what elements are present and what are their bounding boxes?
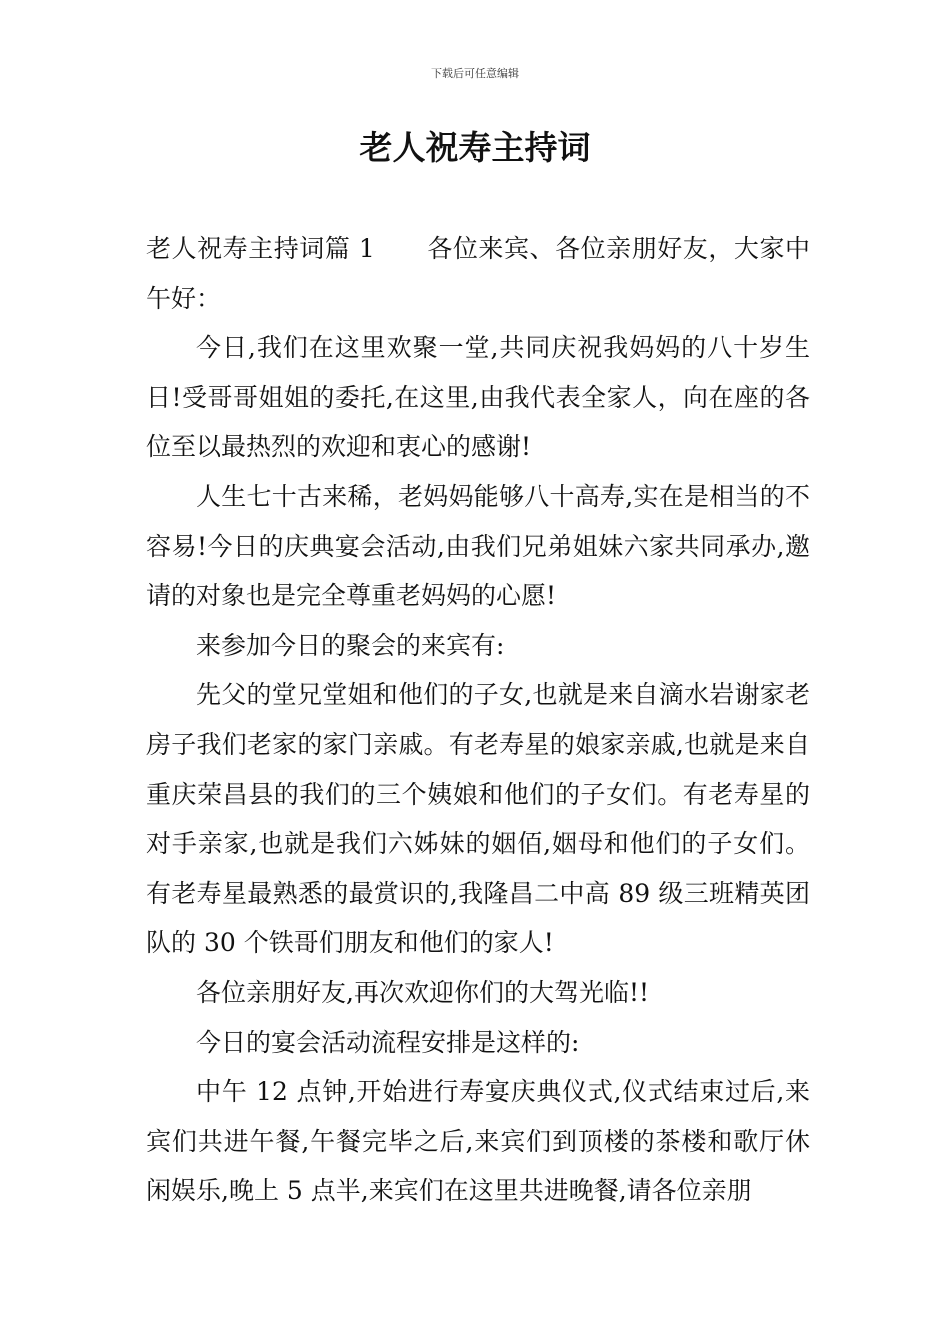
greeting-text: 各位来宾、各位亲朋好友，大家中午好： — [146, 234, 810, 313]
body-paragraph: 中午 12 点钟,开始进行寿宴庆典仪式,仪式结束过后,来宾们共进午餐,午餐完毕之后,来宾们到顶楼的茶楼和歌厅休闲娱乐,晚上 5 点半,来宾们在这里共进晚餐,请各位亲朋 — [146, 1077, 810, 1206]
document-title: 老人祝寿主持词 — [359, 128, 591, 167]
body-paragraph: 今日,我们在这里欢聚一堂,共同庆祝我妈妈的八十岁生日!受哥哥姐姐的委托,在这里,由我代表全家人，向在座的各位至以最热烈的欢迎和衷心的感谢! — [146, 333, 810, 462]
intro-paragraph — [146, 224, 810, 323]
body-paragraph: 来参加今日的聚会的来宾有: — [196, 630, 505, 660]
header-note: 下载后可任意编辑 — [431, 67, 519, 80]
document-body — [146, 224, 810, 1216]
body-paragraph: 先父的堂兄堂姐和他们的子女,也就是来自滴水岩谢家老房子我们老家的家门亲戚。有老寿星的娘家亲戚,也就是来自重庆荣昌县的我们的三个姨娘和他们的子女们。有老寿星的对手亲家,也就是我们六姊妹的姻佰,姻母和他们的子女们。有老寿星最熟悉的最赏识的,我隆昌二中高 89 级三班精英团队的 30 个铁哥们朋友和他们的家人! — [146, 680, 810, 958]
body-paragraph: 人生七十古来稀，老妈妈能够八十高寿,实在是相当的不容易!今日的庆典宴会活动,由我们兄弟姐妹六家共同承办,邀请的对象也是完全尊重老妈妈的心愿! — [146, 481, 810, 611]
body-paragraph: 今日的宴会活动流程安排是这样的: — [196, 1027, 580, 1057]
section-label: 老人祝寿主持词篇 1 — [146, 234, 375, 263]
body-paragraph: 各位亲朋好友,再次欢迎你们的大驾光临!! — [196, 977, 650, 1007]
